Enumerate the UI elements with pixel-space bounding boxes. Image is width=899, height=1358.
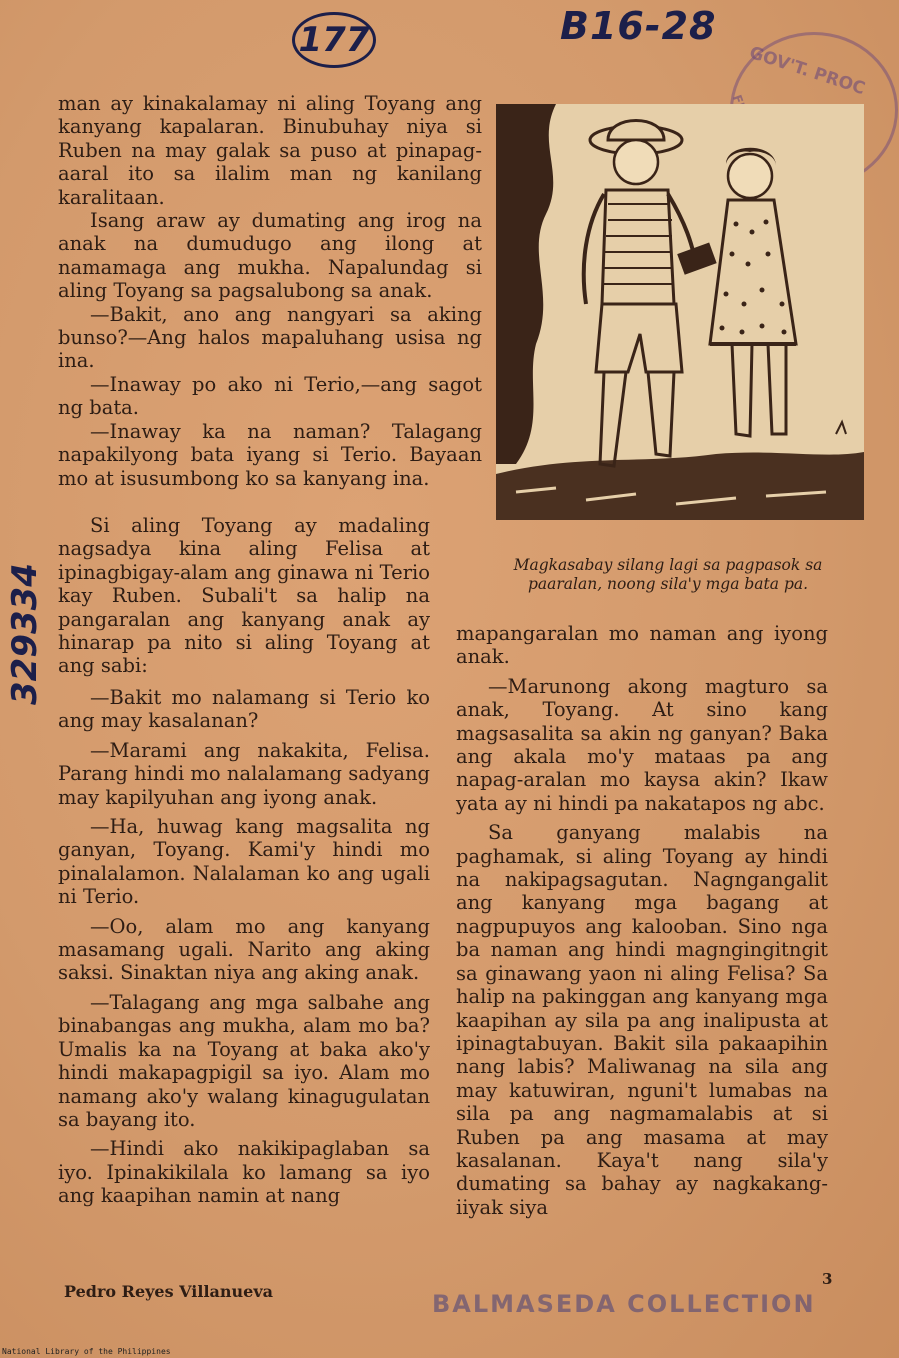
paragraph: mapangaralan mo naman ang iyong anak. xyxy=(456,622,828,669)
collection-stamp: BALMASEDA COLLECTION xyxy=(432,1290,816,1318)
paragraph: —Hindi ako nakikipaglaban sa iyo. Ipinakikilala ko lamang sa iyo ang kaapihan namin at nang xyxy=(58,1137,430,1208)
paragraph: Isang araw ay dumating ang irog na anak na dumudugo ang ilong at namamaga ang mukha. Napalundag si aling Toyang sa pagsalubong sa anak. xyxy=(58,209,482,303)
paragraph: man ay kinakalamay ni aling Toyang ang kanyang kapalaran. Binubuhay niya si Ruben na may galak sa puso at pinapag-aaral ito sa ilalim man ng kanilang karalitaan. xyxy=(58,92,482,209)
page-folio: 3 xyxy=(822,1270,833,1288)
left-column-middle xyxy=(58,514,486,678)
paragraph: —Talagang ang mga salbahe ang binabangas ang mukha, alam mo ba? Umalis ka na Toyang at baka ako'y hindi makapagpigil sa iyo. Alam mo namang ako'y walang kinagugulatan sa bayang ito. xyxy=(58,990,430,1131)
paragraph: —Oo, alam mo ang kanyang masamang ugali. Narito ang aking saksi. Sinaktan niya ang aking anak. xyxy=(58,914,430,985)
right-column xyxy=(456,622,828,1219)
left-column-lower xyxy=(58,680,430,1208)
paragraph: —Marunong akong magturo sa anak, Toyang. At sino kang magsasalita sa akin ng ganyan? Baka ang akala mo'y mataas pa ang napag-aralan mo kaysa akin? Ikaw yata ay ni hindi pa nakatapos ng abc. xyxy=(456,674,828,815)
stamp-top-text: GOV'T. PROC xyxy=(746,42,868,100)
library-credit: National Library of the Philippines xyxy=(2,1347,171,1356)
children-walking-drawing xyxy=(496,104,864,520)
handwritten-page-number xyxy=(292,12,376,68)
illustration-caption: Magkasabay silang lagi sa pagpasok sa paaralan, noong sila'y mga bata pa. xyxy=(513,556,823,593)
handwritten-accession-number: 329334 xyxy=(5,563,45,705)
paragraph: —Bakit mo nalamang si Terio ko ang may kasalanan? xyxy=(58,686,430,733)
left-column-upper xyxy=(58,92,482,490)
paragraph: Sa ganyang malabis na paghamak, si aling Toyang ay hindi na nakipagsagutan. Nagngangalit ang kanyang mga bagang at nagpupuyos ang kalooban. Sino nga ba naman ang hindi magngingitngit sa ginawang yaon ni aling Felisa? Sa halip na pakinggan ang kanyang mga kaapihan ay sila pa ang inalipusta at ipinagtabuyan. Bakit sila pakaapihin nang labis? Maliwanag na sila ang may katuwiran, nguni't lumabas na sila pa ang nagmamalabis at si Ruben pa ang masama at may kasalanan. Kaya't nang sila'y dumating sa bahay ay nagkakang-iiyak siya xyxy=(456,821,828,1219)
paragraph: —Marami ang nakakita, Felisa. Parang hindi mo nalalamang sadyang may kapilyuhan ang iyong anak. xyxy=(58,738,430,809)
paragraph: —Inaway ka na naman? Talagang napakilyong bata iyang si Terio. Bayaan mo at isusumbong ko sa kanyang ina. xyxy=(58,419,482,490)
paragraph: —Inaway po ako ni Terio,—ang sagot ng bata. xyxy=(58,372,482,420)
paragraph: —Ha, huwag kang magsalita ng ganyan, Toyang. Kami'y hindi mo pinalalamon. Nalalaman ko ang ugali ni Terio. xyxy=(58,815,430,909)
handwritten-page-number-text: 177 xyxy=(298,20,370,60)
illustration-two-children xyxy=(496,104,864,520)
paragraph: Si aling Toyang ay madaling nagsadya kina aling Felisa at ipinagbigay-alam ang ginawa ni Terio kay Ruben. Subali't sa halip na pangaralan ang kanyang anak ay hinarap pa nito si aling Toyang at ang sabi: xyxy=(58,514,430,678)
handwritten-catalog-code: B16-28 xyxy=(560,4,717,48)
author-name: Pedro Reyes Villanueva xyxy=(64,1282,274,1301)
paragraph: —Bakit, ano ang nangyari sa aking bunso?—Ang halos mapaluhang usisa ng ina. xyxy=(58,302,482,373)
